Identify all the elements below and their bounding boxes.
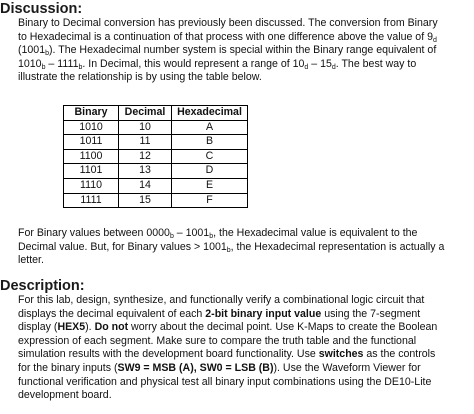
table-row xyxy=(64,149,248,164)
followup-line-3: letter. xyxy=(18,254,44,267)
table-row xyxy=(64,178,248,193)
intro-line-4: $1010_b - 1111_b$. In Decimal, this would represent a range of $10_d - 15_d$. The best way to xyxy=(18,57,417,71)
cell-decimal: 13 xyxy=(119,164,172,179)
intro-line-2: to Hexadecimal is a continuation of that process with one difference above the value of $9_d$ xyxy=(18,30,437,44)
cell-decimal: 12 xyxy=(119,149,172,164)
cell-hexadecimal: F xyxy=(172,193,248,208)
description-line-3: display (HEX5). Do not worry about the decimal point. Use K-Maps to create the Boolean xyxy=(18,321,438,334)
cell-binary: 1111 xyxy=(64,193,119,208)
cell-binary: 1110 xyxy=(64,178,119,193)
cell-hexadecimal: A xyxy=(172,120,248,135)
discussion-followup-paragraph xyxy=(18,227,474,268)
description-paragraph xyxy=(18,294,474,403)
intro-line-3: $(1001_b)$. The Hexadecimal number system is special within the Binary range equivalent of xyxy=(18,44,437,58)
cell-binary: 1010 xyxy=(64,120,119,135)
cell-binary: 1100 xyxy=(64,149,119,164)
followup-line-2: Decimal value. But, for Binary values > $1001_b$, the Hexadecimal representation is actually a xyxy=(18,240,445,254)
cell-decimal: 15 xyxy=(119,193,172,208)
cell-decimal: 11 xyxy=(119,135,172,150)
description-line-5: simulation results with the development board functionality. Use switches as the controls xyxy=(18,348,436,361)
discussion-heading: Discussion: xyxy=(0,1,83,17)
emphasis-switches: switches xyxy=(318,348,364,361)
header-binary: Binary xyxy=(64,106,119,121)
header-decimal: Decimal xyxy=(119,106,172,121)
cell-decimal: 14 xyxy=(119,178,172,193)
description-line-2: displays the decimal equivalent of each 2-bit binary input value using the 7-segment xyxy=(18,307,421,320)
description-line-7: functional verification and physical test all binary input combinations using the DE10-Lite xyxy=(18,375,432,388)
table-header-row xyxy=(64,106,248,121)
header-hexadecimal: Hexadecimal xyxy=(172,106,248,121)
emphasis-2bit-input: 2-bit binary input value xyxy=(205,307,322,320)
description-line-4: expression of each segment. Make sure to compare the truth table and the functional xyxy=(18,334,417,347)
intro-line-5: illustrate the relationship is by using the table below. xyxy=(18,71,262,84)
description-line-8: development board. xyxy=(18,389,112,402)
description-line-1: For this lab, design, synthesize, and functionally verify a combinational logic circuit that xyxy=(18,294,425,306)
table-row xyxy=(64,193,248,208)
cell-decimal: 10 xyxy=(119,120,172,135)
cell-hexadecimal: D xyxy=(172,164,248,179)
binary-decimal-hex-table xyxy=(63,105,248,208)
cell-binary: 1011 xyxy=(64,135,119,150)
description-line-6: for the binary inputs (SW9 = MSB (A), SW0 = LSB (B)). Use the Waveform Viewer for xyxy=(18,361,421,374)
description-heading: Description: xyxy=(0,278,85,294)
intro-line-1: Binary to Decimal conversion has previously been discussed. The conversion from Binary xyxy=(18,17,438,29)
cell-hexadecimal: C xyxy=(172,149,248,164)
discussion-intro-paragraph xyxy=(18,17,474,85)
emphasis-do-not: Do not xyxy=(94,321,129,334)
emphasis-hex5: HEX5 xyxy=(57,321,86,334)
followup-line-1: For Binary values between $0000_b - 1001_b$, the Hexadecimal value is equivalent to the xyxy=(18,227,418,240)
table-row xyxy=(64,120,248,135)
emphasis-switch-mapping: SW9 = MSB (A), SW0 = LSB (B) xyxy=(117,361,274,374)
cell-binary: 1101 xyxy=(64,164,119,179)
cell-hexadecimal: E xyxy=(172,178,248,193)
table-row xyxy=(64,164,248,179)
cell-hexadecimal: B xyxy=(172,135,248,150)
table-row xyxy=(64,135,248,150)
